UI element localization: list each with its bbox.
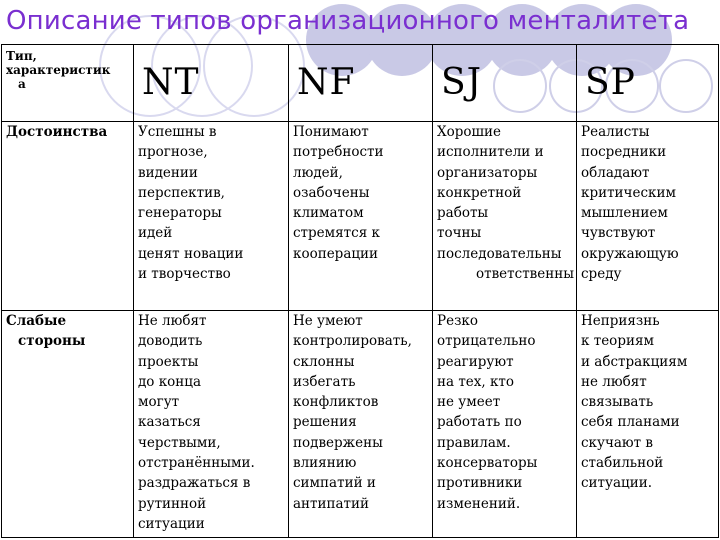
cell-line: Неприязнь (581, 313, 660, 329)
cell-line: идей (138, 225, 173, 242)
type-header-nf: NF (289, 45, 433, 122)
cell-line: скучают в (581, 434, 654, 451)
type-header-nt: NT (134, 45, 289, 122)
cell-line: работать по (437, 414, 522, 431)
cell-line: окружающую (581, 245, 679, 262)
mentality-types-table (1, 44, 719, 538)
cell-nf-strengths (289, 122, 433, 311)
cell-line: ситуации (138, 515, 205, 532)
cell-line: не умеет (437, 394, 501, 411)
cell-line: избегать (293, 373, 356, 390)
cell-sp-weaknesses (577, 311, 719, 538)
cell-line: антипатий (293, 495, 370, 512)
cell-line: потребности (293, 144, 384, 161)
cell-line: склонны (293, 353, 355, 370)
cell-line: конфликтов (293, 394, 379, 411)
cell-line: организаторы (437, 164, 538, 181)
cell-line: рутинной (138, 495, 207, 512)
cell-line: перспектив, (138, 184, 225, 201)
cell-line: кооперации (293, 245, 379, 262)
table-row-weaknesses (2, 311, 719, 538)
cell-line: среду (581, 266, 622, 283)
cell-line: посредники (581, 144, 667, 161)
cell-sp-strengths (577, 122, 719, 311)
cell-line: не любят (581, 373, 647, 390)
cell-line: и абстракциям (581, 353, 688, 370)
cell-nt-strengths (134, 122, 289, 311)
cell-line: изменений. (437, 495, 521, 512)
cell-line: реагируют (437, 353, 514, 370)
cell-line: доводить (138, 333, 203, 350)
cell-line: генераторы (138, 205, 222, 222)
cell-line: проекты (138, 353, 199, 370)
cell-line: чувствуют (581, 225, 656, 242)
cell-line: правилам. (437, 434, 511, 451)
cell-line: стремятся к (293, 225, 380, 242)
row-header-line: Слабые (6, 313, 67, 329)
cell-line: ответственны (475, 266, 574, 283)
cell-line: могут (138, 394, 180, 411)
cell-line: влиянию (293, 455, 357, 472)
cell-line: черствыми, (138, 434, 221, 451)
cell-line: Понимают (293, 124, 369, 140)
cell-line: видении (138, 164, 198, 181)
cell-line: противники (437, 475, 523, 492)
cell-line: Не умеют (293, 313, 363, 329)
cell-line: ценят новации (138, 245, 244, 262)
cell-line: людей, (293, 164, 343, 181)
corner-line: а (18, 77, 26, 91)
cell-line: себя планами (581, 414, 680, 431)
cell-line: казаться (138, 414, 201, 431)
cell-line: на тех, кто (437, 373, 515, 390)
cell-line: последовательны (437, 245, 562, 262)
cell-line: отстранёнными. (138, 455, 255, 472)
corner-line: Тип, (6, 49, 37, 63)
type-header-sp: SP (577, 45, 719, 122)
cell-line: исполнители и (437, 144, 544, 161)
corner-cell (2, 45, 134, 122)
cell-line: Резко (437, 313, 479, 329)
row-header-line: стороны (18, 333, 86, 350)
cell-nf-weaknesses (289, 311, 433, 538)
cell-line: критическим (581, 184, 676, 201)
cell-sj-strengths (433, 122, 577, 311)
cell-line: прогнозе, (138, 144, 208, 161)
cell-line: Успешны в (138, 124, 217, 140)
cell-line: Не любят (138, 313, 207, 329)
cell-line: отрицательно (437, 333, 536, 350)
row-header-strengths: Достоинства (2, 122, 134, 311)
cell-line: симпатий и (293, 475, 376, 492)
cell-line: работы (437, 205, 489, 222)
type-header-sj: SJ (433, 45, 577, 122)
cell-line: конкретной (437, 184, 522, 201)
cell-line: решения (293, 414, 357, 431)
table-row-strengths (2, 122, 719, 311)
cell-line: раздражаться в (138, 475, 251, 492)
cell-line: консерваторы (437, 455, 538, 472)
cell-line: связывать (581, 394, 654, 411)
cell-sj-weaknesses (433, 311, 577, 538)
cell-line: подвержены (293, 434, 383, 451)
cell-line: ситуации. (581, 475, 652, 492)
cell-line: точны (437, 225, 482, 242)
cell-line: озабочены (293, 184, 370, 201)
slide-title: Описание типов организационного менталитета (6, 6, 690, 36)
cell-line: Хорошие (437, 124, 502, 140)
cell-line: к теориям (581, 333, 654, 350)
cell-line: до конца (138, 373, 202, 390)
row-header-weaknesses (2, 311, 134, 538)
cell-line: контролировать, (293, 333, 412, 350)
cell-line: обладают (581, 164, 650, 181)
cell-line: мышлением (581, 205, 668, 222)
cell-nt-weaknesses (134, 311, 289, 538)
table-header-row (2, 45, 719, 122)
cell-line: и творчество (138, 266, 231, 283)
corner-line: характеристик (6, 63, 111, 77)
cell-line: стабильной (581, 455, 664, 472)
cell-line: Реалисты (581, 124, 650, 140)
cell-line: климатом (293, 205, 364, 222)
